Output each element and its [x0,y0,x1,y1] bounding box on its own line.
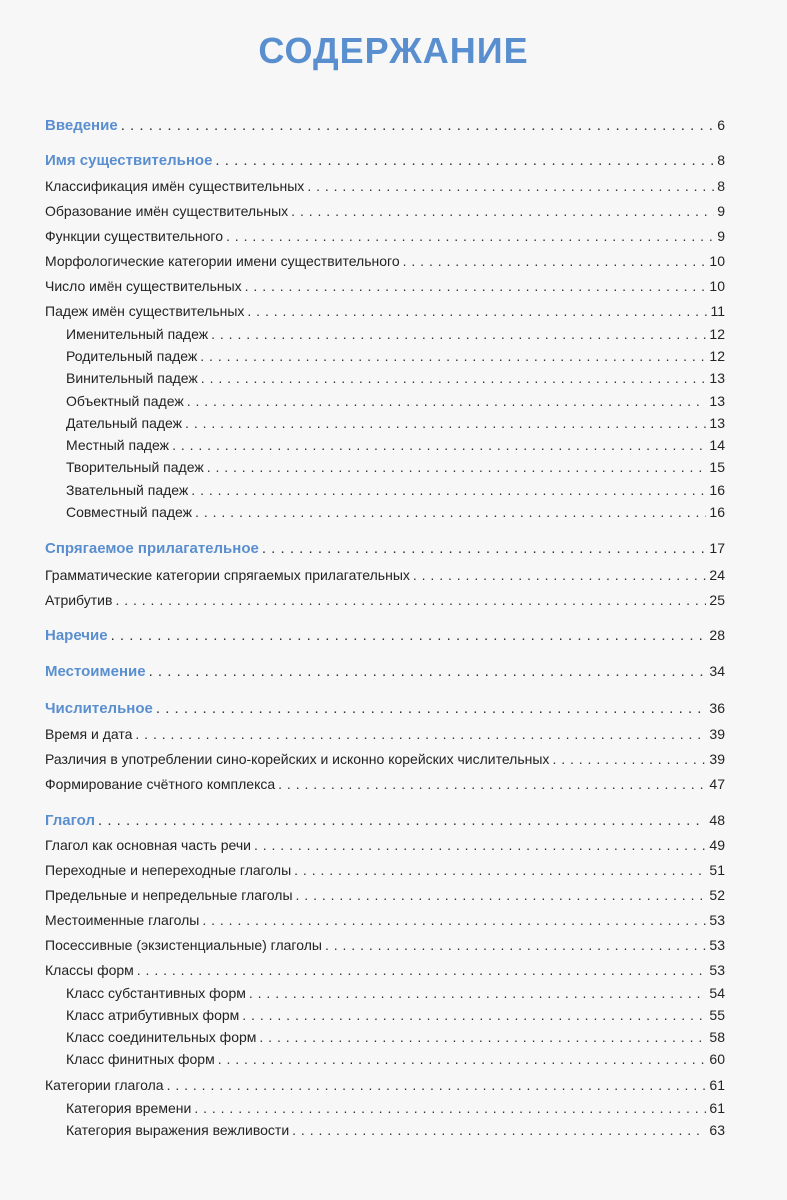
toc-entry-adverb: Наречие . . . 28 [45,626,725,645]
toc-subentry: Класс финитных форм . . . 60 [66,1050,725,1068]
toc-entry-conjugated-adjective: Спрягаемое прилагательное . . . 17 [45,539,725,558]
toc-subentry: Звательный падеж . . . 16 [66,481,725,499]
toc-subentry: Класс атрибутивных форм . . . 55 [66,1006,725,1024]
toc-subentry: Класс субстантивных форм . . . 54 [66,984,725,1002]
toc-entry: Классы форм . . . 53 [45,961,725,979]
toc-subentry: Местный падеж . . . 14 [66,436,725,454]
toc-entry: Формирование счётного комплекса . . . 47 [45,775,725,793]
page-title: СОДЕРЖАНИЕ [258,30,529,71]
toc-entry: Время и дата . . . 39 [45,725,725,743]
toc-entry: Функции существительного . . . 9 [45,227,725,245]
toc-entry: Классификация имён существительных . . . 8 [45,177,725,195]
toc-entry: Категории глагола . . . 61 [45,1076,725,1094]
toc-subentry: Класс соединительных форм . . . 58 [66,1028,725,1046]
toc-entry: Различия в употреблении сино-корейских и исконно корейских числительных . . . 39 [45,750,725,768]
toc-subentry: Совместный падеж . . . 16 [66,503,725,521]
toc-entry: Глагол как основная часть речи . . . 49 [45,836,725,854]
toc-subentry: Категория выражения вежливости . . . 63 [66,1121,725,1139]
toc-entry: Посессивные (экзистенциальные) глаголы . . . 53 [45,936,725,954]
toc-subentry: Объектный падеж . . . 13 [66,392,725,410]
toc-entry: Падеж имён существительных . . . 11 [45,302,725,320]
toc-entry: Атрибутив . . . 25 [45,591,725,609]
toc-entry-verb: Глагол . . . 48 [45,811,725,830]
toc-subentry: Винительный падеж . . . 13 [66,369,725,387]
toc-entry: Местоименные глаголы . . . 53 [45,911,725,929]
toc-subentry: Именительный падеж . . . 12 [66,325,725,343]
toc-entry-introduction: Введение . . . 6 [45,116,725,135]
toc-subentry: Творительный падеж . . . 15 [66,458,725,476]
toc-entry-numeral: Числительное . . . 36 [45,699,725,718]
toc-entry: Морфологические категории имени существительного . . . 10 [45,252,725,270]
toc-subentry: Категория времени . . . 61 [66,1099,725,1117]
toc-entry: Образование имён существительных . . . 9 [45,202,725,220]
toc-entry: Предельные и непредельные глаголы . . . 52 [45,886,725,904]
toc-entry: Переходные и непереходные глаголы . . . 51 [45,861,725,879]
toc-subentry: Дательный падеж . . . 13 [66,414,725,432]
toc-subentry: Родительный падеж . . . 12 [66,347,725,365]
toc-entry: Число имён существительных . . . 10 [45,277,725,295]
toc-entry: Грамматические категории спрягаемых прилагательных . . . 24 [45,566,725,584]
toc-entry-pronoun: Местоимение . . . 34 [45,662,725,681]
toc-entry-noun: Имя существительное . . . 8 [45,151,725,170]
